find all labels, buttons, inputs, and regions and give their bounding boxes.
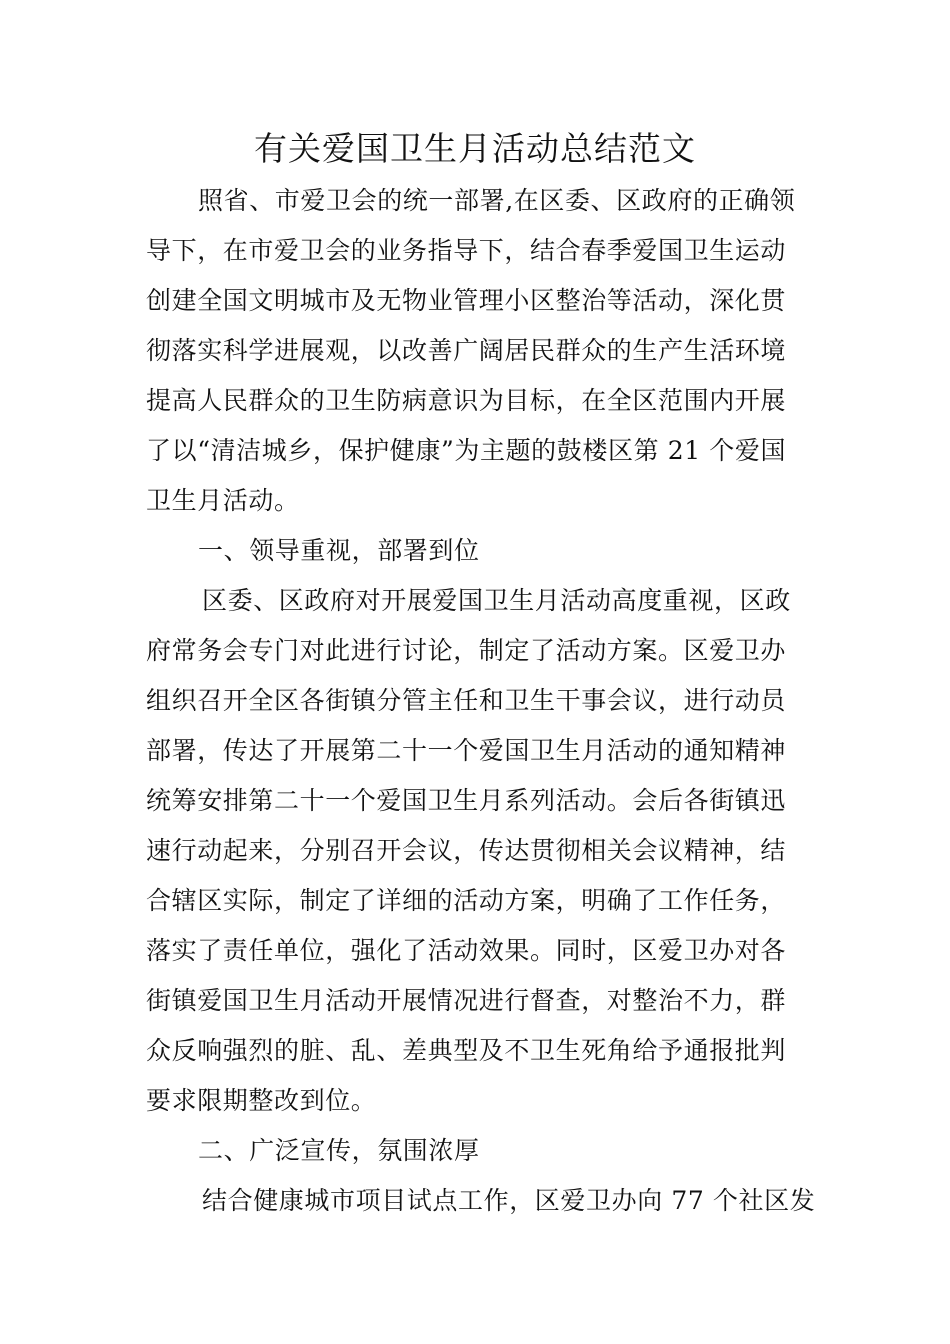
paragraph-line: 落实了责任单位，强化了活动效果。同时，区爱卫办对各 bbox=[146, 936, 787, 965]
paragraph-line: 结合健康城市项目试点工作，区爱卫办向 77 个社区发 bbox=[202, 1186, 816, 1215]
section-heading-2: 二、广泛宣传，氛围浓厚 bbox=[198, 1136, 480, 1165]
paragraph-line: 提高人民群众的卫生防病意识为目标，在全区范围内开展 bbox=[146, 386, 787, 415]
paragraph-line: 区委、区政府对开展爱国卫生月活动高度重视，区政 bbox=[202, 586, 791, 615]
paragraph-line: 彻落实科学进展观，以改善广阔居民群众的生产生活环境 bbox=[146, 336, 787, 365]
paragraph-line: 速行动起来，分别召开会议，传达贯彻相关会议精神，结 bbox=[146, 836, 787, 865]
paragraph-line: 导下，在市爱卫会的业务指导下，结合春季爱国卫生运动 bbox=[146, 236, 787, 265]
paragraph-line: 要求限期整改到位。 bbox=[146, 1086, 377, 1115]
paragraph-line: 统筹安排第二十一个爱国卫生月系列活动。会后各街镇迅 bbox=[146, 786, 787, 815]
paragraph-line: 众反响强烈的脏、乱、差典型及不卫生死角给予通报批判 bbox=[146, 1036, 787, 1065]
paragraph-line: 府常务会专门对此进行讨论，制定了活动方案。区爱卫办 bbox=[146, 636, 787, 665]
paragraph-line: 卫生月活动。 bbox=[146, 486, 300, 515]
paragraph-line: 照省、市爱卫会的统一部署,在区委、区政府的正确领 bbox=[198, 186, 796, 215]
document-body bbox=[146, 176, 816, 1226]
paragraph-line: 部署，传达了开展第二十一个爱国卫生月活动的通知精神 bbox=[146, 736, 787, 765]
paragraph-line: 了以“清洁城乡，保护健康”为主题的鼓楼区第 21 个爱国 bbox=[146, 436, 787, 465]
paragraph-line: 创建全国文明城市及无物业管理小区整治等活动，深化贯 bbox=[146, 286, 787, 315]
document-title: 有关爱国卫生月活动总结范文 bbox=[254, 129, 696, 168]
paragraph-line: 组织召开全区各街镇分管主任和卫生干事会议，进行动员 bbox=[146, 686, 787, 715]
paragraph-line: 合辖区实际，制定了详细的活动方案，明确了工作任务， bbox=[146, 886, 787, 915]
paragraph-line: 街镇爱国卫生月活动开展情况进行督查，对整治不力，群 bbox=[146, 986, 787, 1015]
section-heading-1: 一、领导重视，部署到位 bbox=[198, 536, 480, 565]
